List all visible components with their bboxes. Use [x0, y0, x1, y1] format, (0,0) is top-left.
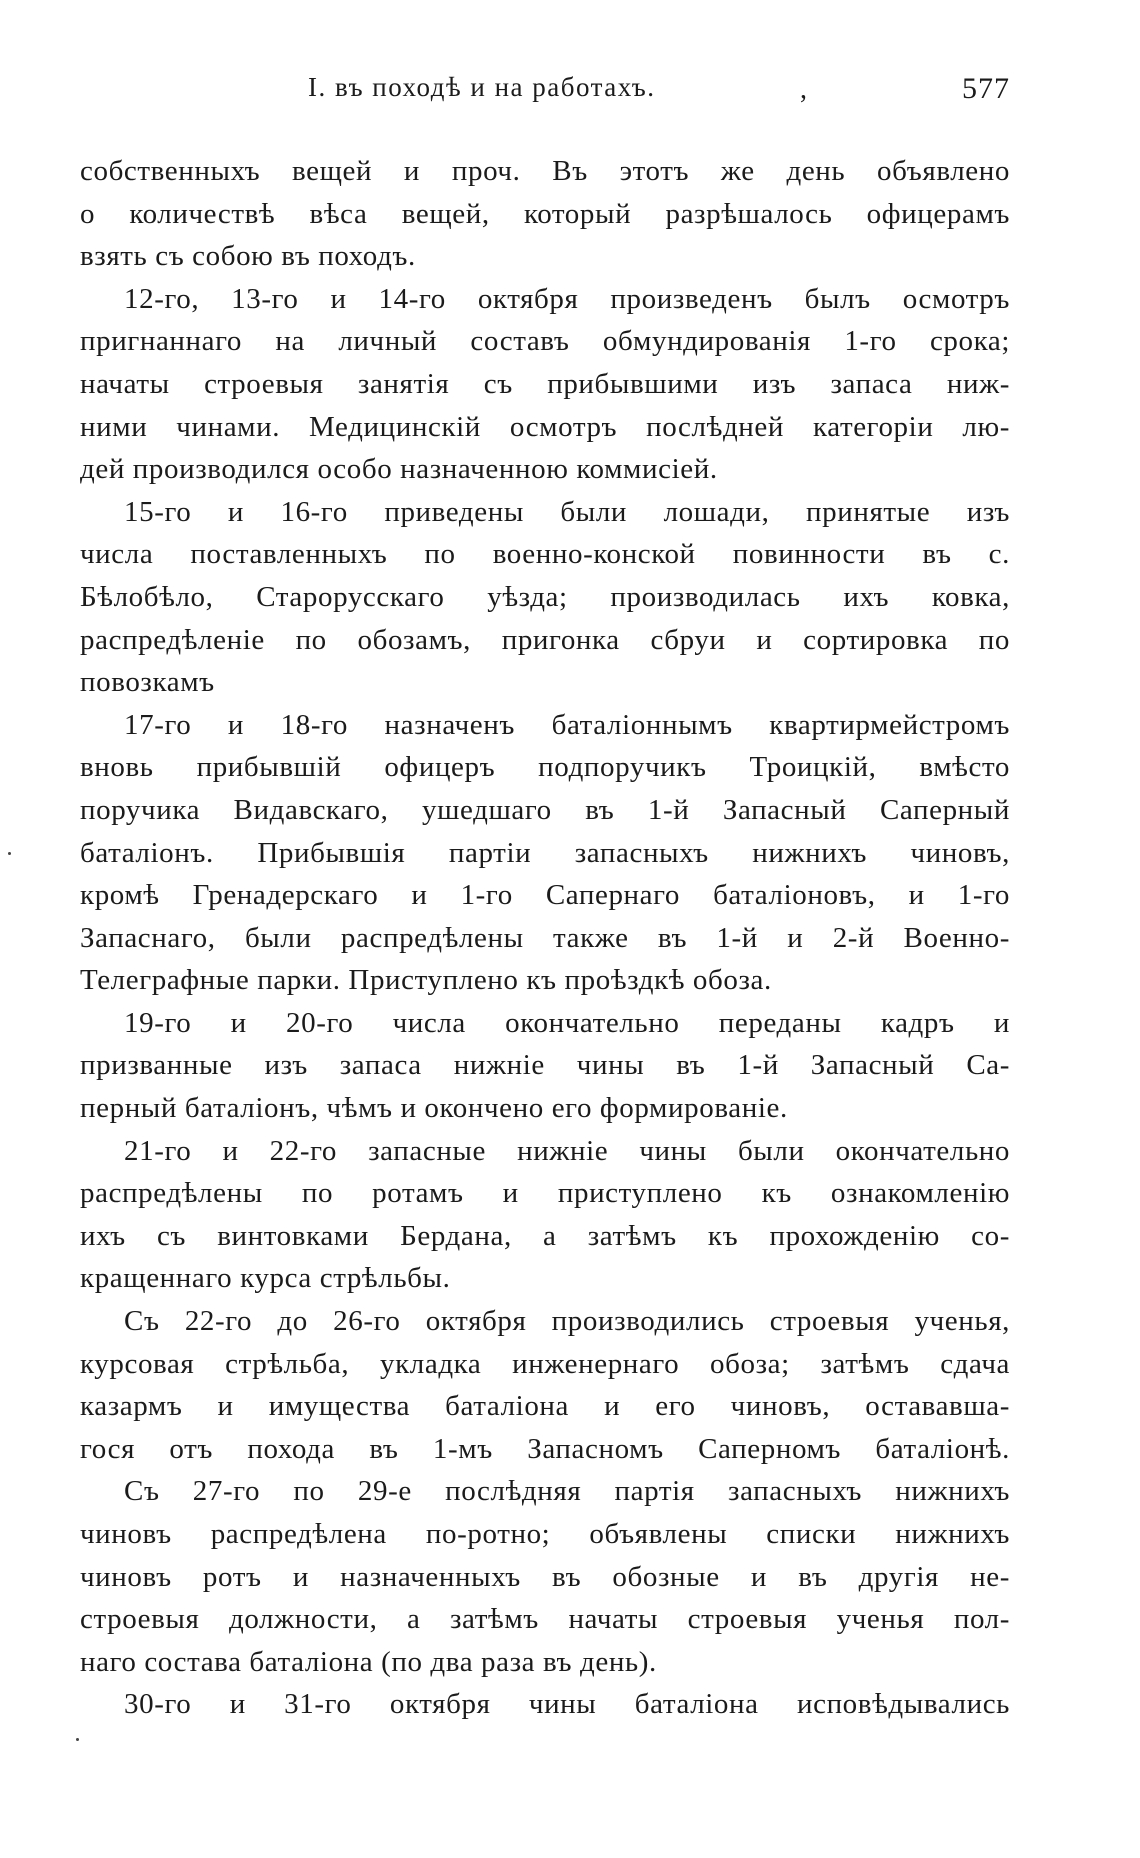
- paragraph-4: [80, 704, 1010, 1002]
- paragraph-2: [80, 278, 1010, 491]
- text-line: дей производился особо назначенною коммисіей.: [80, 453, 718, 486]
- text-line: казармъ и имущества баталіона и его чиновъ, остававша-: [80, 1390, 1010, 1423]
- text-line: Съ 22-го до 26-го октября производились строевыя ученья,: [124, 1305, 1010, 1338]
- paragraph-1: [80, 150, 1010, 278]
- text-line: взять съ собою въ походъ.: [80, 240, 416, 273]
- text-line: кромѣ Гренадерскаго и 1-го Сапернаго баталіоновъ, и 1-го: [80, 879, 1010, 912]
- text-line: распредѣлены по ротамъ и приступлено къ ознакомленію: [80, 1177, 1010, 1210]
- text-line: пригнаннаго на личный составъ обмундированія 1-го срока;: [80, 325, 1010, 358]
- text-line: 17-го и 18-го назначенъ баталіоннымъ квартирмейстромъ: [124, 708, 1010, 741]
- text-line: Бѣлобѣло, Старорусскаго уѣзда; производилась ихъ ковка,: [80, 580, 1010, 613]
- text-line: 12-го, 13-го и 14-го октября произведенъ былъ осмотръ: [124, 282, 1010, 315]
- page-header: [80, 72, 1010, 116]
- text-line: призванные изъ запаса нижніе чины въ 1-й Запасный Са-: [80, 1049, 1010, 1082]
- text-line: о количествѣ вѣса вещей, который разрѣшалось офицерамъ: [80, 197, 1010, 230]
- text-line: перный баталіонъ, чѣмъ и окончено его формированіе.: [80, 1092, 788, 1125]
- text-line: повозкамъ: [80, 666, 215, 699]
- text-line: поручика Видавскаго, ушедшаго въ 1-й Запасный Саперный: [80, 793, 1010, 826]
- margin-speck: [8, 852, 11, 855]
- text-line: курсовая стрѣльба, укладка инженернаго обоза; затѣмъ сдача: [80, 1347, 1010, 1380]
- text-line: собственныхъ вещей и проч. Въ этотъ же день объявлено: [80, 155, 1010, 187]
- paragraph-9: [80, 1683, 1010, 1726]
- text-line: Съ 27-го по 29-е послѣдняя партія запасныхъ нижнихъ: [124, 1475, 1010, 1508]
- text-line: ихъ съ винтовками Бердана, а затѣмъ къ прохожденію со-: [80, 1219, 1010, 1252]
- text-line: числа поставленныхъ по военно-конской повинности въ с.: [80, 538, 1010, 571]
- running-title: I. въ походѣ и на работахъ.: [308, 72, 656, 102]
- paragraph-7: [80, 1300, 1010, 1470]
- text-line: начаты строевыя занятія съ прибывшими изъ запаса ниж-: [80, 367, 1010, 400]
- text-line: 21-го и 22-го запасные нижніе чины были окончательно: [124, 1134, 1010, 1167]
- text-line: чиновъ ротъ и назначенныхъ въ обозные и въ другія не-: [80, 1560, 1010, 1593]
- text-line: баталіонъ. Прибывшія партіи запасныхъ нижнихъ чиновъ,: [80, 836, 1010, 869]
- text-line: Телеграфные парки. Приступлено къ проѣздкѣ обоза.: [80, 964, 772, 997]
- body-text: [80, 150, 1010, 1726]
- text-line: чиновъ распредѣлена по-ротно; объявлены списки нижнихъ: [80, 1518, 1010, 1550]
- text-line: Запаснаго, были распредѣлены также въ 1-й и 2-й Военно-: [80, 921, 1010, 954]
- text-line: 19-го и 20-го числа окончательно переданы кадръ и: [124, 1006, 1010, 1039]
- margin-speck: [76, 1738, 79, 1741]
- paragraph-3: [80, 491, 1010, 704]
- paragraph-6: [80, 1130, 1010, 1300]
- text-line: ними чинами. Медицинскій осмотръ послѣдней категоріи лю-: [80, 410, 1010, 443]
- text-line: строевыя должности, а затѣмъ начаты строевыя ученья пол-: [80, 1603, 1010, 1636]
- paragraph-5: [80, 1002, 1010, 1130]
- text-line: кращеннаго курса стрѣльбы.: [80, 1262, 451, 1295]
- page-number: 577: [962, 72, 1010, 105]
- text-line: вновь прибывшій офицеръ подпоручикъ Троицкій, вмѣсто: [80, 751, 1010, 784]
- stray-mark: ,: [800, 74, 807, 105]
- text-line: наго состава баталіона (по два раза въ день).: [80, 1645, 657, 1678]
- text-line: распредѣленіе по обозамъ, пригонка сбруи и сортировка по: [80, 623, 1010, 656]
- text-line: 30-го и 31-го октября чины баталіона исповѣдывались: [124, 1688, 1010, 1721]
- paragraph-8: [80, 1470, 1010, 1683]
- text-line: гося отъ похода въ 1-мъ Запасномъ Саперномъ баталіонѣ.: [80, 1432, 1010, 1465]
- text-line: 15-го и 16-го приведены были лошади, принятые изъ: [124, 495, 1010, 528]
